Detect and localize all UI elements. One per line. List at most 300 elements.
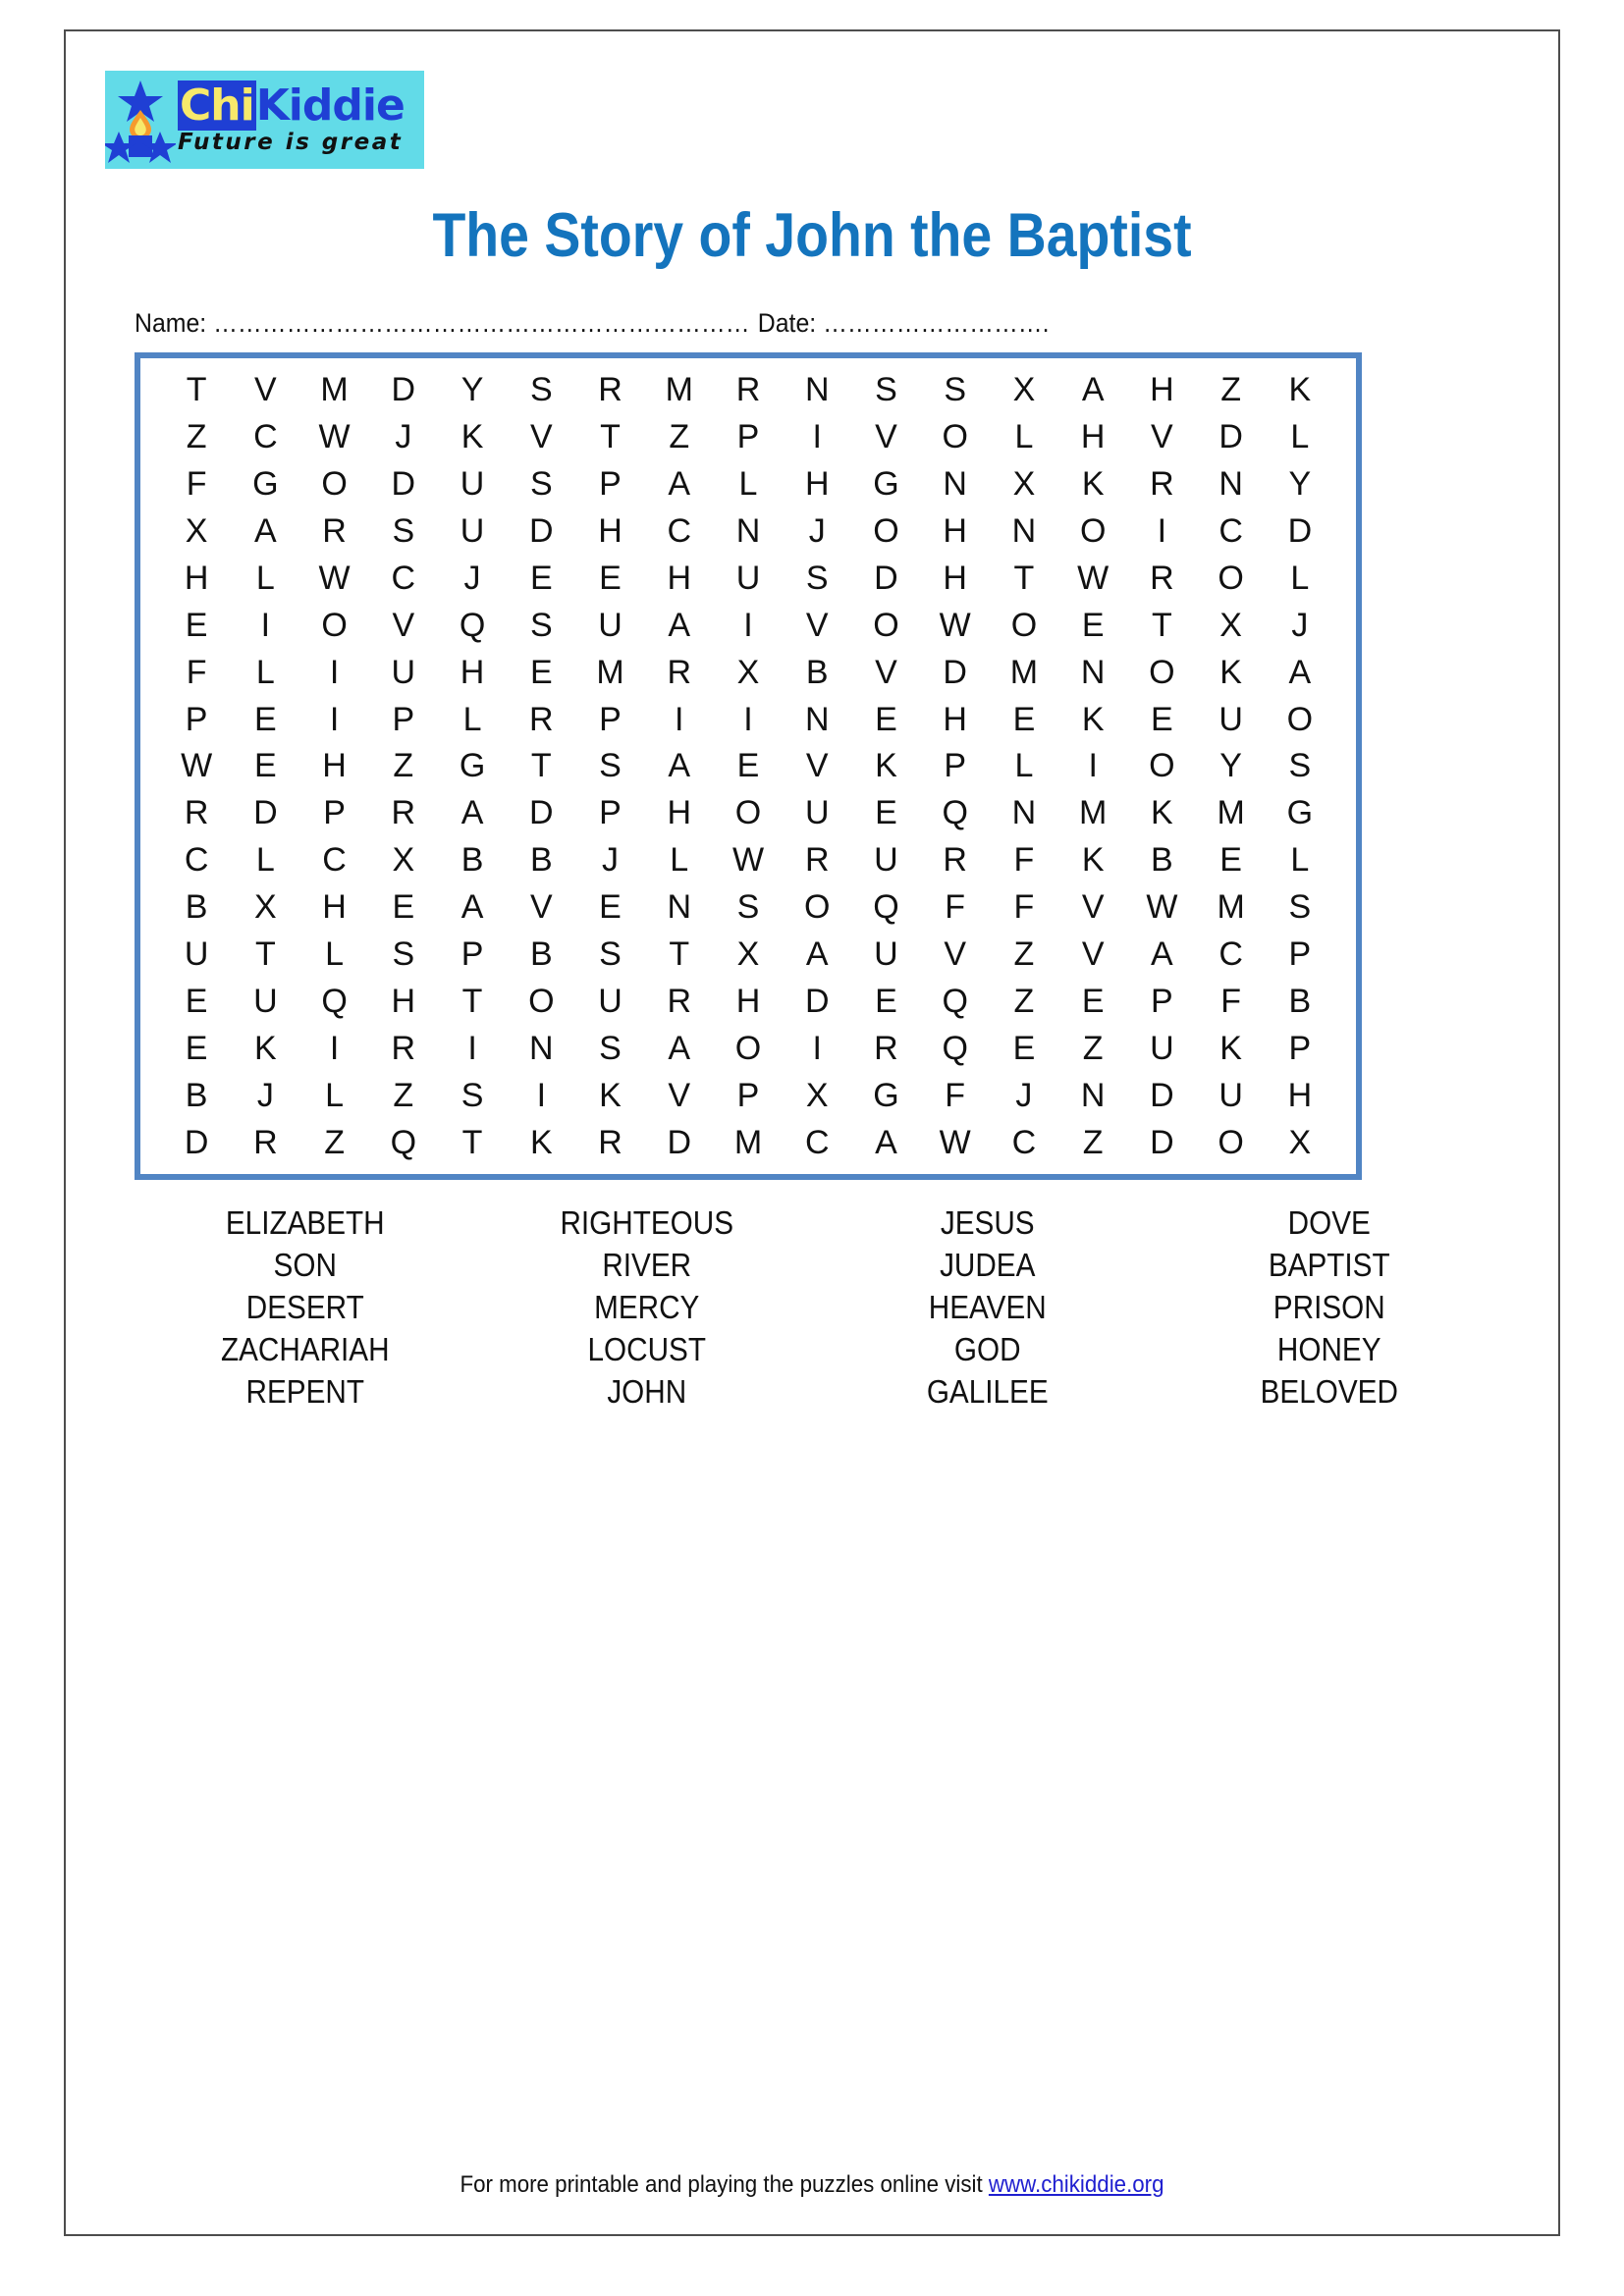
grid-cell[interactable]: H [322, 888, 347, 927]
word-list-item[interactable]: HEAVEN [928, 1288, 1047, 1325]
grid-cell[interactable]: A [668, 464, 691, 503]
grid-cell[interactable]: R [184, 794, 209, 832]
grid-cell[interactable]: O [1149, 653, 1175, 691]
grid-cell[interactable]: E [736, 747, 760, 785]
grid-cell[interactable]: E [875, 794, 897, 832]
grid-cell[interactable]: O [734, 794, 762, 832]
grid-cell[interactable]: T [461, 1123, 483, 1161]
grid-cell[interactable]: A [805, 935, 829, 974]
word-list-item[interactable]: REPENT [245, 1372, 364, 1410]
grid-cell[interactable]: V [1081, 935, 1105, 974]
grid-cell[interactable]: K [254, 1030, 277, 1068]
grid-cell[interactable]: T [461, 983, 483, 1021]
grid-cell[interactable]: M [596, 653, 624, 691]
grid-cell[interactable]: J [808, 511, 826, 550]
grid-cell[interactable]: D [1150, 1123, 1174, 1161]
grid-cell[interactable]: L [1014, 747, 1034, 785]
grid-cell[interactable]: O [1286, 700, 1314, 738]
grid-cell[interactable]: C [1218, 511, 1243, 550]
grid-cell[interactable]: N [943, 464, 967, 503]
grid-cell[interactable]: T [530, 747, 552, 785]
word-list-item[interactable]: GOD [953, 1330, 1021, 1367]
grid-cell[interactable]: U [1218, 700, 1243, 738]
grid-cell[interactable]: D [804, 983, 830, 1021]
grid-cell[interactable]: H [460, 653, 485, 691]
grid-cell[interactable]: R [735, 370, 761, 408]
grid-cell[interactable]: T [254, 935, 276, 974]
grid-cell[interactable]: S [599, 935, 622, 974]
name-field-label[interactable]: Name: ………………………………………………………… [135, 308, 750, 338]
grid-cell[interactable]: E [1012, 1030, 1036, 1068]
grid-cell[interactable]: K [460, 417, 484, 455]
grid-cell[interactable]: C [667, 511, 692, 550]
grid-cell[interactable]: A [1151, 935, 1173, 974]
grid-cell[interactable]: R [874, 1030, 898, 1068]
grid-cell[interactable]: Q [459, 606, 486, 644]
grid-cell[interactable]: L [670, 841, 689, 880]
grid-cell[interactable]: P [1288, 1030, 1312, 1068]
grid-cell[interactable]: V [1151, 417, 1173, 455]
grid-cell[interactable]: W [318, 417, 351, 455]
grid-cell[interactable]: K [599, 1077, 622, 1115]
grid-cell[interactable]: P [736, 1077, 760, 1115]
grid-cell[interactable]: K [1081, 464, 1105, 503]
grid-cell[interactable]: N [1080, 1077, 1106, 1115]
grid-cell[interactable]: H [1150, 370, 1174, 408]
grid-cell[interactable]: D [529, 794, 554, 832]
grid-cell[interactable]: V [875, 653, 897, 691]
grid-cell[interactable]: S [1288, 888, 1312, 927]
grid-cell[interactable]: C [1218, 935, 1243, 974]
grid-cell[interactable]: I [812, 417, 822, 455]
grid-cell[interactable]: Z [393, 747, 414, 785]
grid-cell[interactable]: W [181, 747, 213, 785]
grid-cell[interactable]: L [1290, 417, 1310, 455]
grid-cell[interactable]: R [598, 1123, 623, 1161]
grid-cell[interactable]: Q [321, 983, 348, 1021]
grid-cell[interactable]: X [1219, 606, 1242, 644]
grid-cell[interactable]: R [804, 841, 830, 880]
word-list-item[interactable]: LOCUST [587, 1330, 706, 1367]
chikiddie-logo[interactable] [105, 71, 424, 169]
grid-cell[interactable]: G [873, 464, 899, 503]
grid-cell[interactable]: E [599, 888, 622, 927]
grid-cell[interactable]: R [253, 1123, 278, 1161]
grid-cell[interactable]: X [736, 653, 760, 691]
grid-cell[interactable]: S [392, 935, 415, 974]
grid-cell[interactable]: K [1288, 370, 1312, 408]
grid-cell[interactable]: Z [1013, 935, 1035, 974]
grid-cell[interactable]: A [668, 747, 691, 785]
grid-cell[interactable]: S [599, 747, 622, 785]
grid-cell[interactable]: D [1287, 511, 1313, 550]
grid-cell[interactable]: F [1220, 983, 1242, 1021]
grid-cell[interactable]: E [1081, 606, 1105, 644]
grid-cell[interactable]: L [738, 464, 758, 503]
grid-cell[interactable]: Z [393, 1077, 414, 1115]
grid-cell[interactable]: H [667, 559, 692, 597]
grid-cell[interactable]: O [1079, 511, 1107, 550]
grid-cell[interactable]: H [184, 559, 209, 597]
grid-cell[interactable]: Z [324, 1123, 345, 1161]
grid-cell[interactable]: L [462, 700, 482, 738]
footer-website-link[interactable]: www.chikiddie.org [988, 2171, 1164, 2198]
grid-cell[interactable]: D [253, 794, 278, 832]
grid-cell[interactable]: J [602, 841, 620, 880]
grid-cell[interactable]: S [1288, 747, 1312, 785]
grid-cell[interactable]: Z [186, 417, 207, 455]
grid-cell[interactable]: I [1088, 747, 1098, 785]
grid-cell[interactable]: H [943, 511, 967, 550]
grid-cell[interactable]: Q [390, 1123, 417, 1161]
grid-cell[interactable]: U [735, 559, 761, 597]
grid-cell[interactable]: S [529, 370, 553, 408]
grid-cell[interactable]: G [459, 747, 486, 785]
grid-cell[interactable]: N [735, 511, 761, 550]
grid-cell[interactable]: D [391, 370, 416, 408]
grid-cell[interactable]: W [1077, 559, 1110, 597]
grid-cell[interactable]: O [528, 983, 555, 1021]
grid-cell[interactable]: W [318, 559, 351, 597]
grid-cell[interactable]: D [529, 511, 554, 550]
grid-cell[interactable]: E [875, 700, 897, 738]
grid-cell[interactable]: C [1011, 1123, 1037, 1161]
grid-cell[interactable]: P [323, 794, 346, 832]
grid-cell[interactable]: B [529, 935, 553, 974]
grid-cell[interactable]: I [536, 1077, 547, 1115]
grid-cell[interactable]: Y [460, 370, 484, 408]
grid-cell[interactable]: U [184, 935, 209, 974]
grid-cell[interactable]: V [392, 606, 415, 644]
grid-cell[interactable]: N [667, 888, 692, 927]
grid-cell[interactable]: V [254, 370, 277, 408]
grid-cell[interactable]: D [1150, 1077, 1174, 1115]
grid-cell[interactable]: U [460, 464, 485, 503]
grid-cell[interactable]: V [529, 417, 553, 455]
grid-cell[interactable]: X [1288, 1123, 1312, 1161]
grid-cell[interactable]: I [1157, 511, 1167, 550]
grid-cell[interactable]: N [1011, 511, 1037, 550]
word-list-item[interactable]: RIVER [601, 1246, 691, 1283]
grid-cell[interactable]: T [186, 370, 207, 408]
grid-cell[interactable]: L [325, 935, 345, 974]
grid-cell[interactable]: B [805, 653, 829, 691]
grid-cell[interactable]: E [875, 983, 897, 1021]
grid-cell[interactable]: Q [873, 888, 899, 927]
grid-cell[interactable]: P [599, 794, 622, 832]
grid-cell[interactable]: O [1218, 559, 1244, 597]
grid-cell[interactable]: S [805, 559, 829, 597]
grid-cell[interactable]: B [185, 888, 208, 927]
grid-cell[interactable]: K [1219, 653, 1242, 691]
grid-cell[interactable]: W [939, 1123, 971, 1161]
grid-cell[interactable]: S [944, 370, 967, 408]
grid-cell[interactable]: X [254, 888, 277, 927]
grid-cell[interactable]: E [254, 747, 277, 785]
grid-cell[interactable]: L [255, 841, 275, 880]
grid-cell[interactable]: I [329, 1030, 340, 1068]
grid-cell[interactable]: M [1217, 888, 1245, 927]
grid-cell[interactable]: E [254, 700, 277, 738]
word-search-grid[interactable] [135, 352, 1362, 1180]
grid-cell[interactable]: P [599, 700, 622, 738]
grid-cell[interactable]: S [392, 511, 415, 550]
grid-cell[interactable]: F [186, 653, 207, 691]
grid-cell[interactable]: X [805, 1077, 829, 1115]
grid-cell[interactable]: G [873, 1077, 899, 1115]
grid-cell[interactable]: P [392, 700, 415, 738]
grid-cell[interactable]: F [945, 1077, 966, 1115]
grid-cell[interactable]: P [736, 417, 760, 455]
grid-cell[interactable]: P [599, 464, 622, 503]
grid-cell[interactable]: L [255, 653, 275, 691]
grid-cell[interactable]: R [391, 794, 416, 832]
grid-cell[interactable]: B [529, 841, 553, 880]
grid-cell[interactable]: E [529, 559, 553, 597]
grid-cell[interactable]: B [1288, 983, 1312, 1021]
grid-cell[interactable]: D [184, 1123, 209, 1161]
grid-cell[interactable]: O [873, 511, 899, 550]
grid-cell[interactable]: X [185, 511, 208, 550]
grid-cell[interactable]: I [812, 1030, 822, 1068]
grid-cell[interactable]: U [874, 935, 898, 974]
grid-cell[interactable]: I [467, 1030, 477, 1068]
grid-cell[interactable]: V [805, 747, 829, 785]
word-list-item[interactable]: DOVE [1287, 1204, 1371, 1241]
word-list-item[interactable]: RIGHTEOUS [559, 1204, 733, 1241]
grid-cell[interactable]: D [1218, 417, 1243, 455]
grid-cell[interactable]: I [743, 606, 753, 644]
grid-cell[interactable]: E [185, 983, 208, 1021]
grid-cell[interactable]: E [1012, 700, 1036, 738]
grid-cell[interactable]: V [668, 1077, 691, 1115]
grid-cell[interactable]: L [1290, 841, 1310, 880]
grid-cell[interactable]: A [254, 511, 277, 550]
grid-cell[interactable]: C [184, 841, 209, 880]
grid-cell[interactable]: O [804, 888, 831, 927]
grid-cell[interactable]: O [873, 606, 899, 644]
grid-cell[interactable]: K [1219, 1030, 1242, 1068]
grid-cell[interactable]: H [1080, 417, 1106, 455]
grid-cell[interactable]: S [875, 370, 897, 408]
grid-cell[interactable]: G [252, 464, 279, 503]
grid-cell[interactable]: M [665, 370, 693, 408]
word-list-item[interactable]: ZACHARIAH [220, 1330, 390, 1367]
grid-cell[interactable]: U [253, 983, 278, 1021]
grid-cell[interactable]: T [669, 935, 690, 974]
grid-cell[interactable]: K [529, 1123, 553, 1161]
grid-cell[interactable]: G [1286, 794, 1314, 832]
grid-cell[interactable]: V [1081, 888, 1105, 927]
grid-cell[interactable]: O [1010, 606, 1038, 644]
grid-cell[interactable]: U [1150, 1030, 1174, 1068]
grid-cell[interactable]: O [942, 417, 968, 455]
grid-cell[interactable]: H [735, 983, 761, 1021]
grid-cell[interactable]: K [1151, 794, 1173, 832]
grid-cell[interactable]: H [667, 794, 692, 832]
grid-cell[interactable]: L [1290, 559, 1310, 597]
grid-cell[interactable]: B [460, 841, 484, 880]
grid-cell[interactable]: A [668, 606, 691, 644]
word-list-item[interactable]: DESERT [245, 1288, 364, 1325]
grid-cell[interactable]: I [329, 700, 340, 738]
grid-cell[interactable]: R [322, 511, 347, 550]
grid-cell[interactable]: M [320, 370, 349, 408]
grid-cell[interactable]: F [1013, 841, 1035, 880]
grid-cell[interactable]: S [460, 1077, 484, 1115]
word-list-item[interactable]: JESUS [940, 1204, 1035, 1241]
grid-cell[interactable]: S [599, 1030, 622, 1068]
grid-cell[interactable]: L [1014, 417, 1034, 455]
grid-cell[interactable]: A [1288, 653, 1312, 691]
grid-cell[interactable]: D [667, 1123, 692, 1161]
grid-cell[interactable]: U [874, 841, 898, 880]
grid-cell[interactable]: C [804, 1123, 830, 1161]
word-list-item[interactable]: BAPTIST [1268, 1246, 1390, 1283]
grid-cell[interactable]: F [186, 464, 207, 503]
grid-cell[interactable]: L [255, 559, 275, 597]
grid-cell[interactable]: M [1217, 794, 1245, 832]
grid-cell[interactable]: O [734, 1030, 762, 1068]
grid-cell[interactable]: T [1152, 606, 1172, 644]
grid-cell[interactable]: H [598, 511, 623, 550]
grid-cell[interactable]: P [1288, 935, 1312, 974]
grid-cell[interactable]: H [391, 983, 416, 1021]
grid-cell[interactable]: P [185, 700, 208, 738]
grid-cell[interactable]: I [260, 606, 271, 644]
grid-cell[interactable]: O [1149, 747, 1175, 785]
grid-cell[interactable]: O [321, 464, 348, 503]
grid-cell[interactable]: W [731, 841, 765, 880]
grid-cell[interactable]: Q [942, 794, 968, 832]
grid-cell[interactable]: Z [1013, 983, 1035, 1021]
word-list-item[interactable]: ELIZABETH [225, 1204, 385, 1241]
grid-cell[interactable]: J [1291, 606, 1309, 644]
grid-cell[interactable]: R [391, 1030, 416, 1068]
grid-cell[interactable]: D [943, 653, 967, 691]
grid-cell[interactable]: U [598, 983, 623, 1021]
grid-cell[interactable]: R [667, 653, 692, 691]
grid-cell[interactable]: U [460, 511, 485, 550]
grid-cell[interactable]: R [1150, 464, 1174, 503]
grid-cell[interactable]: E [599, 559, 622, 597]
grid-cell[interactable]: Q [942, 983, 968, 1021]
grid-cell[interactable]: I [743, 700, 753, 738]
grid-cell[interactable]: A [460, 794, 484, 832]
grid-cell[interactable]: C [253, 417, 278, 455]
grid-cell[interactable]: T [1013, 559, 1035, 597]
grid-cell[interactable]: K [875, 747, 897, 785]
grid-cell[interactable]: Y [1219, 747, 1242, 785]
grid-cell[interactable]: R [667, 983, 692, 1021]
grid-cell[interactable]: N [804, 700, 830, 738]
word-list-item[interactable]: JUDEA [940, 1246, 1036, 1283]
grid-cell[interactable]: Q [942, 1030, 968, 1068]
grid-cell[interactable]: Z [669, 417, 690, 455]
grid-cell[interactable]: W [1146, 888, 1178, 927]
grid-cell[interactable]: W [939, 606, 971, 644]
grid-cell[interactable]: E [1219, 841, 1242, 880]
grid-cell[interactable]: P [944, 747, 967, 785]
grid-cell[interactable]: A [460, 888, 484, 927]
grid-cell[interactable]: X [392, 841, 415, 880]
grid-cell[interactable]: N [1080, 653, 1106, 691]
grid-cell[interactable]: J [256, 1077, 274, 1115]
grid-cell[interactable]: B [185, 1077, 208, 1115]
grid-cell[interactable]: D [874, 559, 898, 597]
grid-cell[interactable]: H [804, 464, 830, 503]
word-list-item[interactable]: BELOVED [1260, 1372, 1398, 1410]
grid-cell[interactable]: Y [1288, 464, 1312, 503]
grid-cell[interactable]: R [943, 841, 967, 880]
grid-cell[interactable]: O [1218, 1123, 1244, 1161]
grid-cell[interactable]: Z [1220, 370, 1242, 408]
grid-cell[interactable]: J [1015, 1077, 1033, 1115]
date-field-label[interactable]: Date: ………………………. [757, 308, 1050, 338]
grid-cell[interactable]: R [598, 370, 623, 408]
grid-cell[interactable]: E [392, 888, 415, 927]
grid-cell[interactable]: R [529, 700, 554, 738]
grid-cell[interactable]: U [1218, 1077, 1243, 1115]
grid-cell[interactable]: E [185, 1030, 208, 1068]
grid-cell[interactable]: K [1081, 700, 1105, 738]
grid-cell[interactable]: A [1081, 370, 1105, 408]
grid-cell[interactable]: V [875, 417, 897, 455]
grid-cell[interactable]: L [325, 1077, 345, 1115]
grid-cell[interactable]: H [943, 700, 967, 738]
grid-cell[interactable]: K [1081, 841, 1105, 880]
word-list-item[interactable]: SON [273, 1246, 337, 1283]
grid-cell[interactable]: J [463, 559, 481, 597]
grid-cell[interactable]: I [675, 700, 684, 738]
grid-cell[interactable]: P [1151, 983, 1173, 1021]
grid-cell[interactable]: Z [1082, 1123, 1104, 1161]
grid-cell[interactable]: N [1218, 464, 1243, 503]
grid-cell[interactable]: F [945, 888, 966, 927]
grid-cell[interactable]: P [460, 935, 484, 974]
grid-cell[interactable]: X [1012, 464, 1036, 503]
grid-cell[interactable]: B [1151, 841, 1173, 880]
grid-cell[interactable]: E [1151, 700, 1173, 738]
grid-cell[interactable]: Z [1082, 1030, 1104, 1068]
grid-cell[interactable]: M [1079, 794, 1108, 832]
grid-cell[interactable]: M [733, 1123, 763, 1161]
grid-cell[interactable]: R [1150, 559, 1174, 597]
grid-cell[interactable]: I [329, 653, 340, 691]
grid-cell[interactable]: S [529, 606, 553, 644]
grid-cell[interactable]: T [600, 417, 621, 455]
grid-cell[interactable]: X [1012, 370, 1036, 408]
grid-cell[interactable]: E [185, 606, 208, 644]
grid-cell[interactable]: S [529, 464, 553, 503]
grid-cell[interactable]: E [529, 653, 553, 691]
grid-cell[interactable]: C [322, 841, 347, 880]
grid-cell[interactable]: U [598, 606, 623, 644]
grid-cell[interactable]: N [804, 370, 830, 408]
word-list-item[interactable]: MERCY [593, 1288, 699, 1325]
grid-cell[interactable]: M [1009, 653, 1039, 691]
grid-cell[interactable]: J [395, 417, 412, 455]
grid-cell[interactable]: H [322, 747, 347, 785]
grid-cell[interactable]: U [391, 653, 416, 691]
grid-cell[interactable]: A [668, 1030, 691, 1068]
word-list-item[interactable]: GALILEE [926, 1372, 1049, 1410]
grid-cell[interactable]: V [944, 935, 967, 974]
grid-cell[interactable]: C [391, 559, 416, 597]
grid-cell[interactable]: X [736, 935, 760, 974]
grid-cell[interactable]: S [736, 888, 760, 927]
grid-cell[interactable]: N [1011, 794, 1037, 832]
